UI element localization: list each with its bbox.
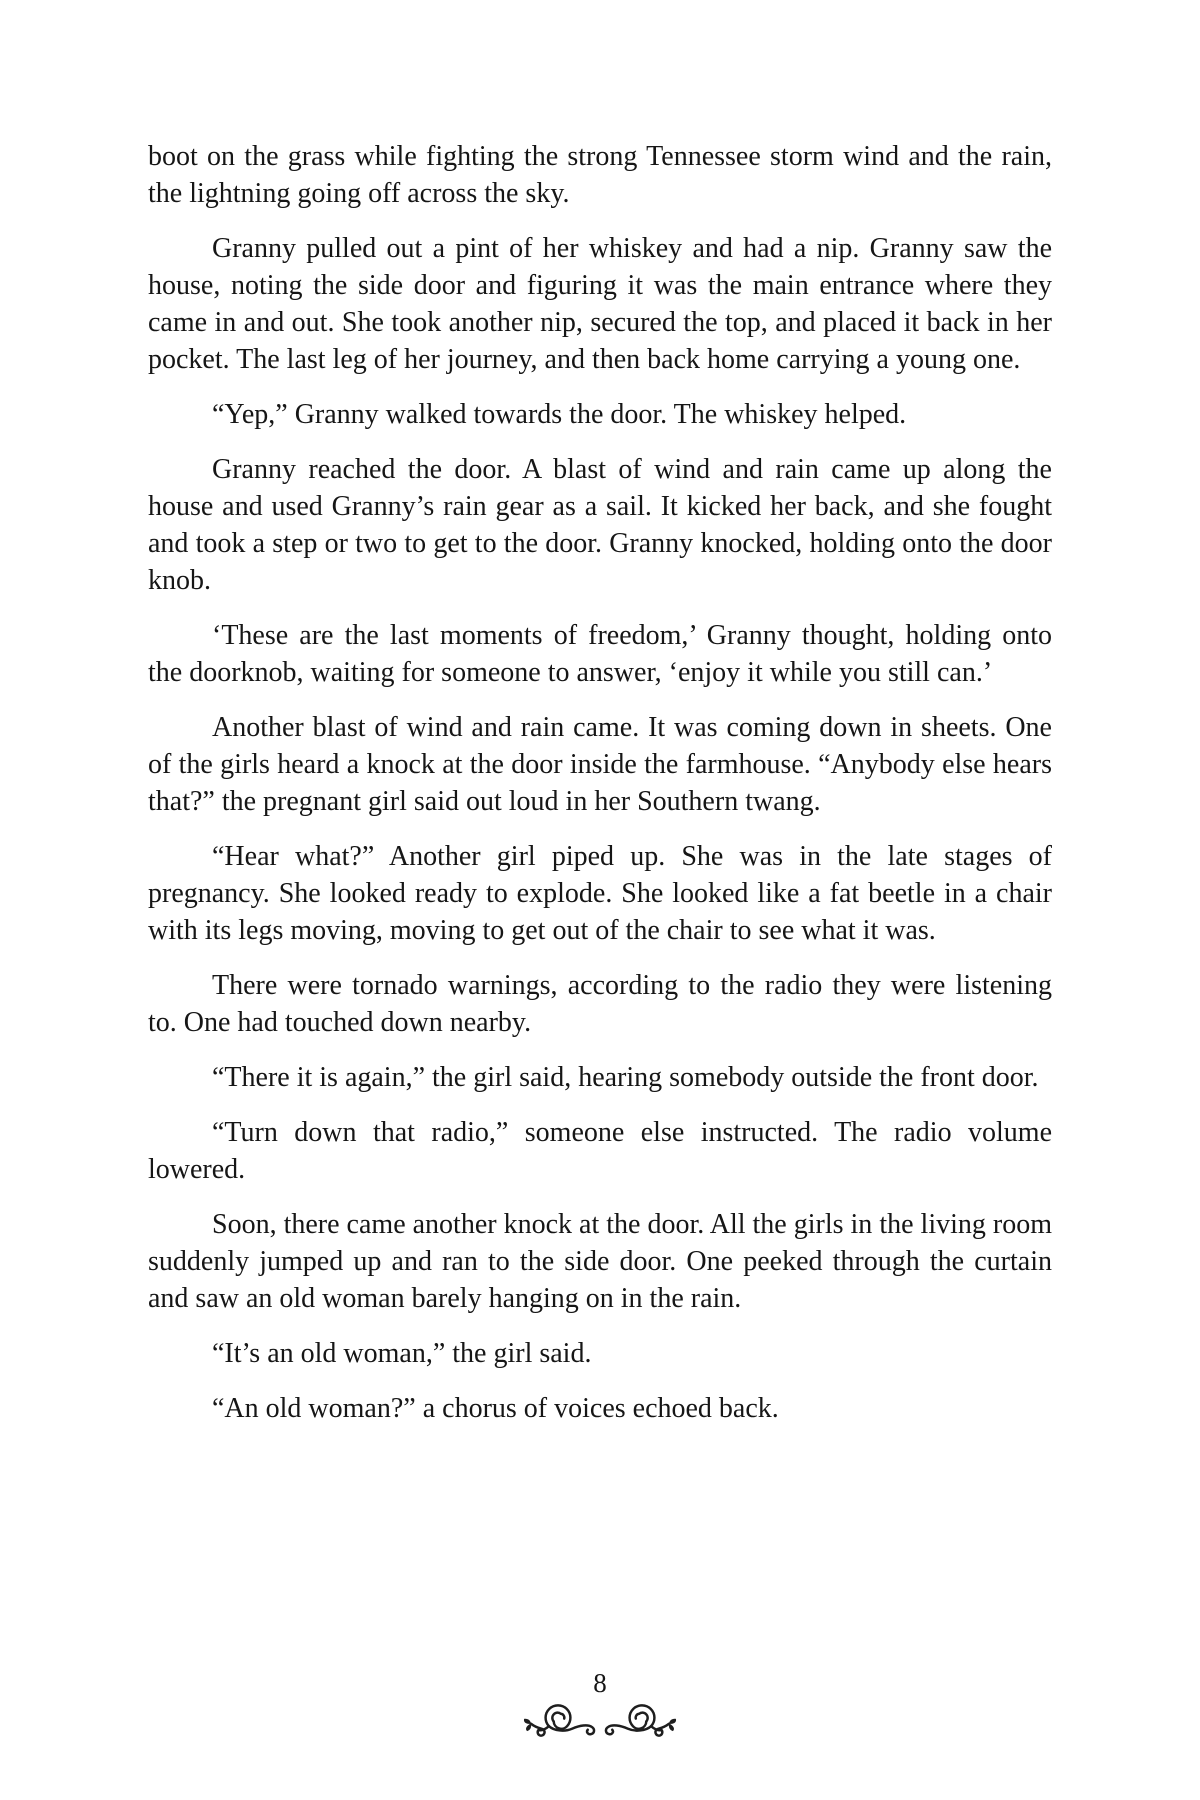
paragraph: “Turn down that radio,” someone else instructed. The radio volume lowered. xyxy=(148,1117,1052,1185)
paragraph: There were tornado warnings, according to the radio they were listening to. One had touched down nearby. xyxy=(148,970,1052,1038)
paragraph: Another blast of wind and rain came. It was coming down in sheets. One of the girls heard a knock at the door inside the farmhouse. “Anybody else hears that?” the pregnant girl said out loud in her Southern twang. xyxy=(148,712,1052,817)
paragraph: boot on the grass while fighting the strong Tennessee storm wind and the rain, the lightning going off across the sky. xyxy=(148,141,1052,209)
paragraph: “An old woman?” a chorus of voices echoed back. xyxy=(212,1393,779,1424)
page-number: 8 xyxy=(593,1668,607,1698)
paragraph: “Yep,” Granny walked towards the door. The whiskey helped. xyxy=(212,399,907,430)
paragraph: Granny reached the door. A blast of wind and rain came up along the house and used Granny’s rain gear as a sail. It kicked her back, and she fought and took a step or two to get to the door. Granny knocked, holding onto the door knob. xyxy=(148,454,1052,596)
paragraph: “There it is again,” the girl said, hearing somebody outside the front door. xyxy=(212,1062,1039,1093)
flourish-divider-icon xyxy=(520,1699,680,1741)
paragraph: Soon, there came another knock at the door. All the girls in the living room suddenly jumped up and ran to the side door. One peeked through the curtain and saw an old woman barely hanging on in the rain. xyxy=(148,1209,1052,1314)
paragraph: Granny pulled out a pint of her whiskey and had a nip. Granny saw the house, noting the side door and figuring it was the main entrance where they came in and out. She took another nip, secured the top, and placed it back in her pocket. The last leg of her journey, and then back home carrying a young one. xyxy=(148,233,1052,375)
page-text xyxy=(148,138,1052,1445)
paragraph: “It’s an old woman,” the girl said. xyxy=(212,1338,592,1369)
paragraph: ‘These are the last moments of freedom,’ Granny thought, holding onto the doorknob, waiting for someone to answer, ‘enjoy it while you still can.’ xyxy=(148,620,1052,688)
paragraph: “Hear what?” Another girl piped up. She was in the late stages of pregnancy. She looked ready to explode. She looked like a fat beetle in a chair with its legs moving, moving to get out of the chair to see what it was. xyxy=(148,841,1052,946)
